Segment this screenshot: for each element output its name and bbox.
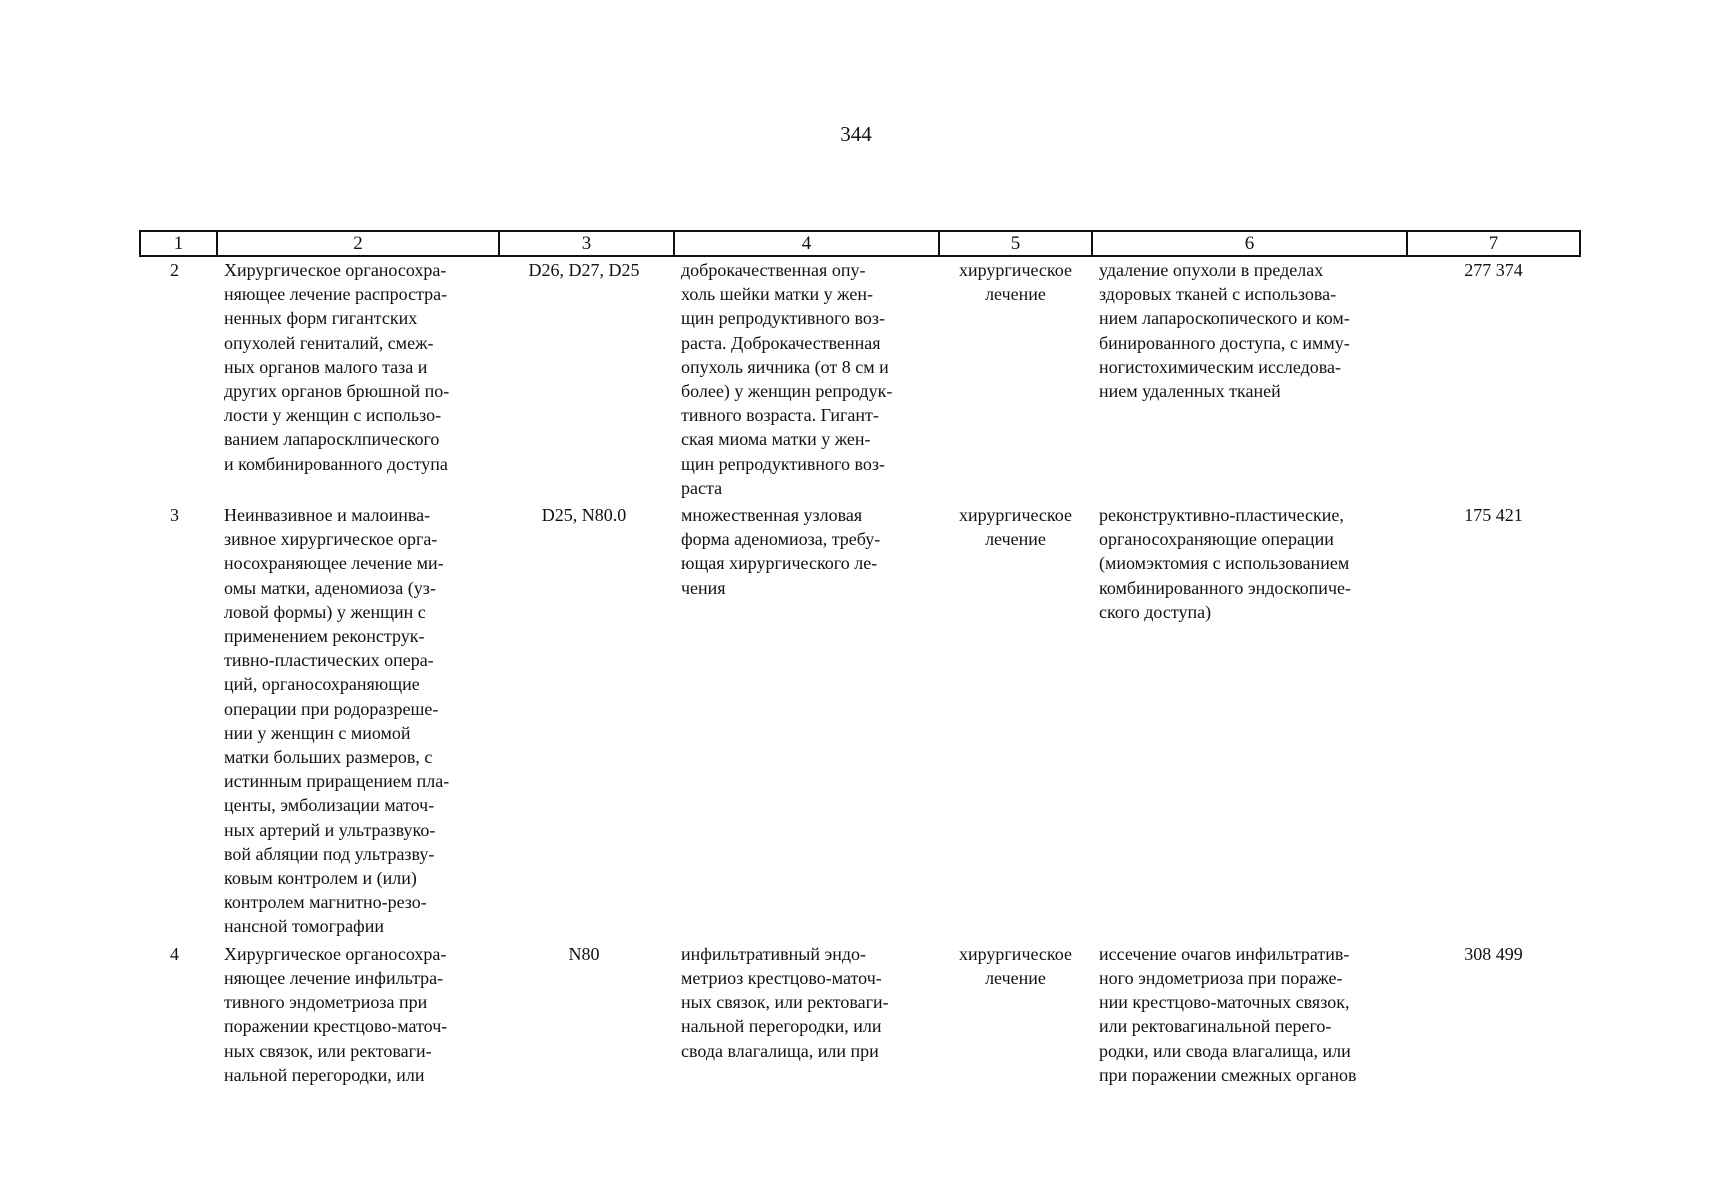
patient-model-text: инфильтративный эндо- метриоз крестцово-маточ- ных связок, или ректоваги- нальной перегородки, или свода влагалища, или при <box>681 943 889 1061</box>
row-number-text: 4 <box>170 943 179 964</box>
header-col-4: 4 <box>674 231 939 256</box>
patient-model <box>674 256 939 500</box>
treatment-method-text: удаление опухоли в пределах здоровых тканей с использова- нием лапароскопического и ком- бинированного доступа, с имму- ногистохимическим исследова- нием удаленных тканей <box>1099 260 1350 402</box>
icd-codes-text: D26, D27, D25 <box>528 260 640 280</box>
services-table <box>139 230 1579 1087</box>
treatment-method-text: иссечение очагов инфильтратив- ного эндометриоза при пораже- нии крестцово-маточных связок, или ректовагинальной перего- родки, или свода влагалища, или при поражении смежных органов <box>1099 943 1357 1085</box>
cost-value-text: 175 421 <box>1464 505 1523 526</box>
service-name-text: Хирургическое органосохра- няющее лечение распростра- ненных форм гигантских опухолей гениталий, смеж- ных органов малого таза и других органов брюшной по- лости у женщин с использо- ванием лапаросклпического и комбинированного доступа <box>224 260 450 474</box>
treatment-type <box>939 939 1092 1087</box>
icd-codes <box>499 256 674 500</box>
page-number: 344 <box>840 122 872 146</box>
cost-value-text: 277 374 <box>1464 260 1523 280</box>
table-row <box>140 500 1580 939</box>
treatment-method <box>1092 256 1407 500</box>
icd-codes <box>499 939 674 1087</box>
patient-model <box>674 500 939 939</box>
header-col-2: 2 <box>217 231 499 256</box>
cost-value <box>1407 500 1580 939</box>
treatment-method <box>1092 939 1407 1087</box>
service-name-text: Хирургическое органосохра- няющее лечение инфильтра- тивного эндометриоза при поражении крестцово-маточ- ных связок, или ректоваги- нальной перегородки, или <box>224 943 448 1085</box>
icd-codes-text: D25, N80.0 <box>541 505 627 526</box>
header-col-5: 5 <box>939 231 1092 256</box>
treatment-type <box>939 256 1092 500</box>
header-col-1: 1 <box>140 231 217 256</box>
header-col-6: 6 <box>1092 231 1407 256</box>
cost-value <box>1407 939 1580 1087</box>
table-row <box>140 256 1580 500</box>
icd-codes-text: N80 <box>568 943 600 964</box>
treatment-type-text: хирургическое лечение <box>959 943 1072 988</box>
treatment-type <box>939 500 1092 939</box>
service-name-text: Неинвазивное и малоинва- зивное хирургическое орга- носохраняющее лечение ми- омы матки, аденомиоза (уз- ловой формы) у женщин с применением реконструк- тивно-пластических опера- ций, органосохраняющие операции при родоразреше- нии у женщин с миомой матки больших размеров, с истинным приращением пла- центы, эмболизации маточ- ных артерий и ультразвуко- вой абляции под ультразву- ковым контролем и (или) контролем магнитно-резо- нансной томографии <box>224 505 450 937</box>
header-col-7: 7 <box>1407 231 1580 256</box>
service-name <box>217 256 499 500</box>
cost-value <box>1407 256 1580 500</box>
row-number <box>140 500 217 939</box>
patient-model-text: множественная узловая форма аденомиоза, требу- ющая хирургического ле- чения <box>681 505 881 598</box>
patient-model-text: доброкачественная опу- холь шейки матки у жен- щин репродуктивного воз- раста. Доброкачественная опухоль яичника (от 8 см и более) у женщин репродук- тивного возраста. Гигант- ская миома матки у жен- щин репродуктивного воз- раста <box>681 260 893 498</box>
table-row <box>140 939 1580 1087</box>
services-table-grid <box>139 230 1581 1087</box>
row-number <box>140 256 217 500</box>
treatment-type-text: хирургическое лечение <box>959 260 1072 305</box>
header-col-3: 3 <box>499 231 674 256</box>
header-row <box>140 231 1580 256</box>
icd-codes <box>499 500 674 939</box>
row-number <box>140 939 217 1087</box>
service-name <box>217 500 499 939</box>
treatment-type-text: хирургическое лечение <box>959 505 1072 550</box>
treatment-method-text: реконструктивно-пластические, органосохраняющие операции (миомэктомия с использованием комбинированного эндоскопиче- ского доступа) <box>1099 505 1351 622</box>
treatment-method <box>1092 500 1407 939</box>
cost-value-text: 308 499 <box>1464 943 1523 964</box>
service-name <box>217 939 499 1087</box>
row-number-text: 2 <box>170 260 179 280</box>
row-number-text: 3 <box>170 505 179 526</box>
patient-model <box>674 939 939 1087</box>
